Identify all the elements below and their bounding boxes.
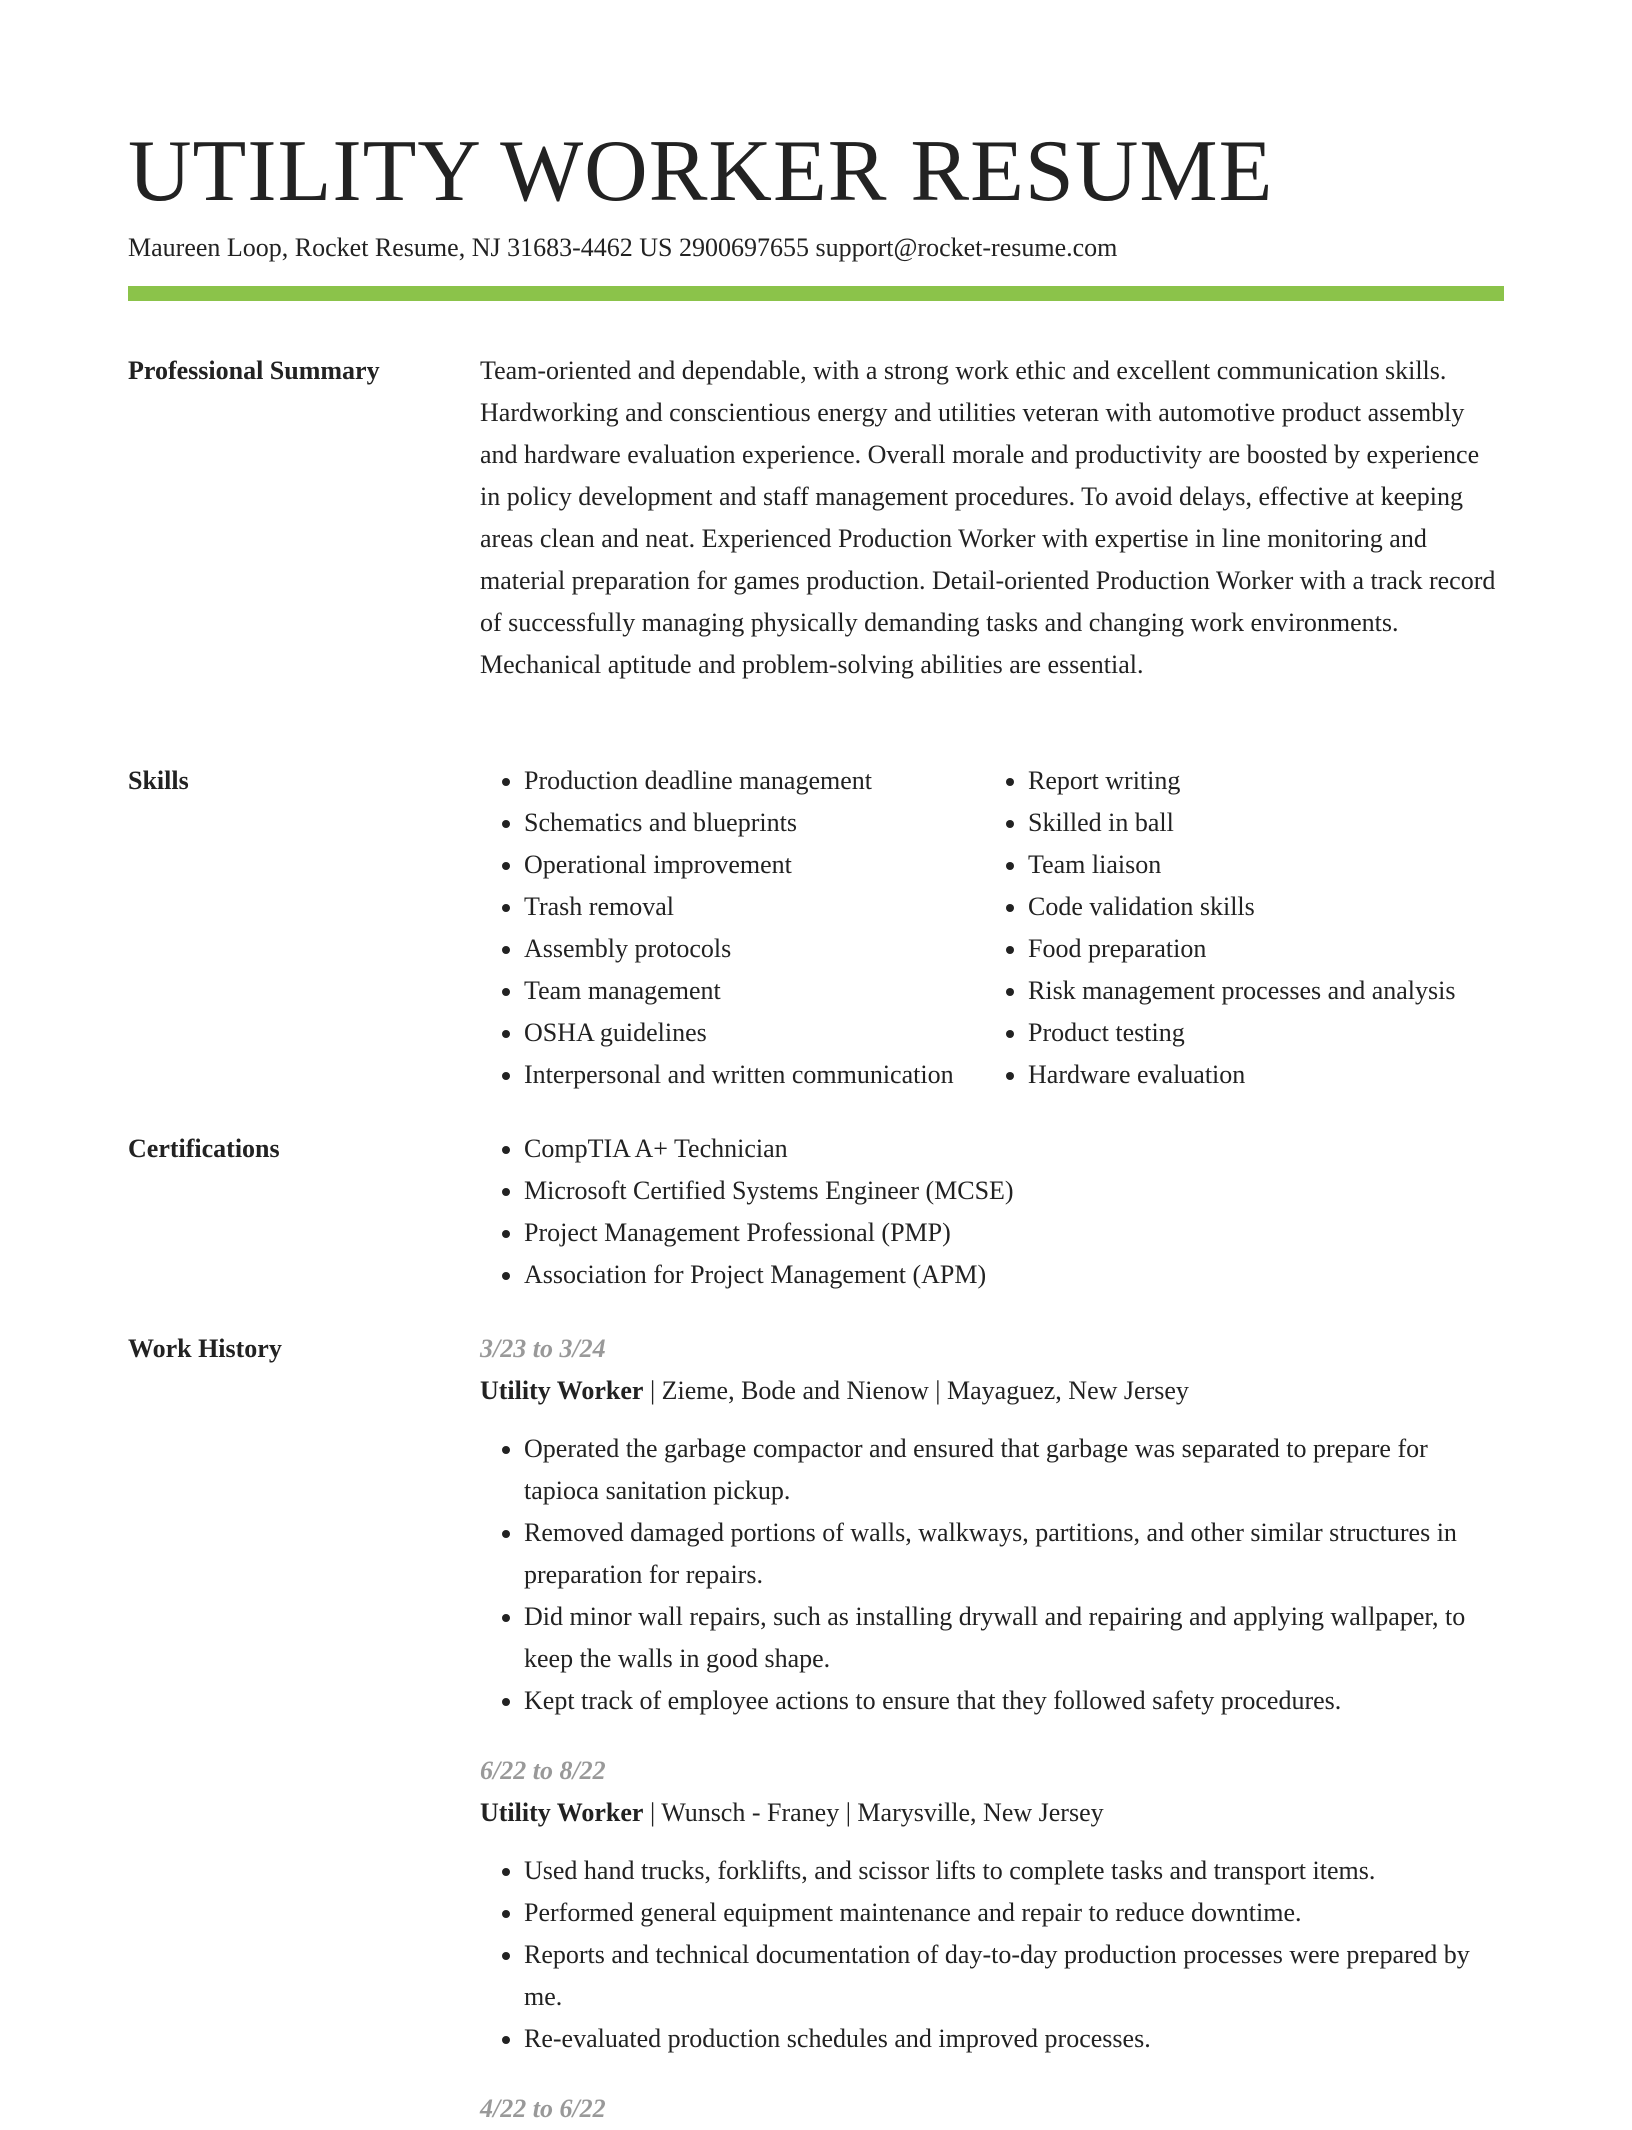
skill-item: • Product testing [1028,1012,1548,1054]
skills-list-right [984,760,1548,1096]
job-duty: • Removed damaged portions of walls, walkways, partitions, and other similar structures in preparation for repairs. [524,1512,1504,1596]
skill-item: • Code validation skills [1028,886,1548,928]
skills-body [480,760,1504,1096]
job-duty: • Did minor wall repairs, such as installing drywall and repairing and applying wallpaper, to keep the walls in good shape. [524,1596,1504,1680]
job-duty: • Operated the garbage compactor and ensured that garbage was separated to prepare for tapioca sanitation pickup. [524,1428,1504,1512]
job-heading [480,1370,1504,1412]
job-employer-location: | Zieme, Bode and Nienow | Mayaguez, New Jersey [643,1376,1189,1405]
job-dates: 4/22 to 6/22 [480,2094,606,2123]
job-duties-list [480,1850,1504,2060]
job-duty: • Kept track of employee actions to ensure that they followed safety procedures. [524,1680,1504,1722]
job-title: Utility Worker [480,1798,644,1827]
skill-item: • Team liaison [1028,844,1548,886]
job-heading [480,1792,1504,1834]
job-entry [480,1328,1504,1722]
certifications-body [480,1128,1504,1296]
skill-item: • Trash removal [524,886,1024,928]
skill-item: • Assembly protocols [524,928,1024,970]
certification-item: • Project Management Professional (PMP) [524,1212,1504,1254]
work-history-body [480,1328,1504,2130]
skill-item: • OSHA guidelines [524,1012,1024,1054]
skill-item: • Risk management processes and analysis [1028,970,1548,1012]
certifications-list [480,1128,1504,1296]
job-duty: • Reports and technical documentation of day-to-day production processes were prepared by me. [524,1934,1504,2018]
skill-item: • Food preparation [1028,928,1548,970]
skill-item: • Operational improvement [524,844,1024,886]
job-duty: • Performed general equipment maintenance and repair to reduce downtime. [524,1892,1504,1934]
summary-text: Team-oriented and dependable, with a strong work ethic and excellent communication skills. Hardworking and conscientious energy and utilities veteran with automotive product assembly and hardware evaluation experience. Overall morale and productivity are boosted by experience in policy development and staff management procedures. To avoid delays, effective at keeping areas clean and neat. Experienced Production Worker with expertise in line monitoring and material preparation for games production. Detail-oriented Production Worker with a track record of successfully managing physically demanding tasks and changing work environments. Mechanical aptitude and problem-solving abilities are essential. [480,356,1496,679]
skills-list-left [480,760,1024,1096]
header-divider [128,286,1504,301]
certification-item: • Association for Project Management (APM) [524,1254,1504,1296]
job-title: Utility Worker [480,1376,644,1405]
skills-label: Skills [128,766,189,795]
skill-item: • Report writing [1028,760,1548,802]
skill-item: • Schematics and blueprints [524,802,1024,844]
summary-label: Professional Summary [128,356,380,385]
job-duty: • Re-evaluated production schedules and improved processes. [524,2018,1504,2060]
job-entry [480,2088,1504,2130]
skill-item: • Production deadline management [524,760,1024,802]
work-history-label: Work History [128,1334,282,1363]
resume-title: UTILITY WORKER RESUME [128,123,1274,220]
job-dates: 6/22 to 8/22 [480,1756,606,1785]
contact-line: Maureen Loop, Rocket Resume, NJ 31683-4462 US 2900697655 support@rocket-resume.com [128,233,1118,262]
skill-item: • Hardware evaluation [1028,1054,1548,1096]
skill-item: • Interpersonal and written communication [524,1054,1024,1096]
certification-item: • Microsoft Certified Systems Engineer (MCSE) [524,1170,1504,1212]
skill-item: • Team management [524,970,1024,1012]
summary-body [480,350,1504,686]
job-duty: • Used hand trucks, forklifts, and scissor lifts to complete tasks and transport items. [524,1850,1504,1892]
job-employer-location: | Wunsch - Franey | Marysville, New Jersey [643,1798,1104,1827]
job-dates: 3/23 to 3/24 [480,1334,606,1363]
certifications-label: Certifications [128,1134,280,1163]
job-duties-list [480,1428,1504,1722]
skill-item: • Skilled in ball [1028,802,1548,844]
certification-item: • CompTIA A+ Technician [524,1128,1504,1170]
job-entry [480,1750,1504,2060]
